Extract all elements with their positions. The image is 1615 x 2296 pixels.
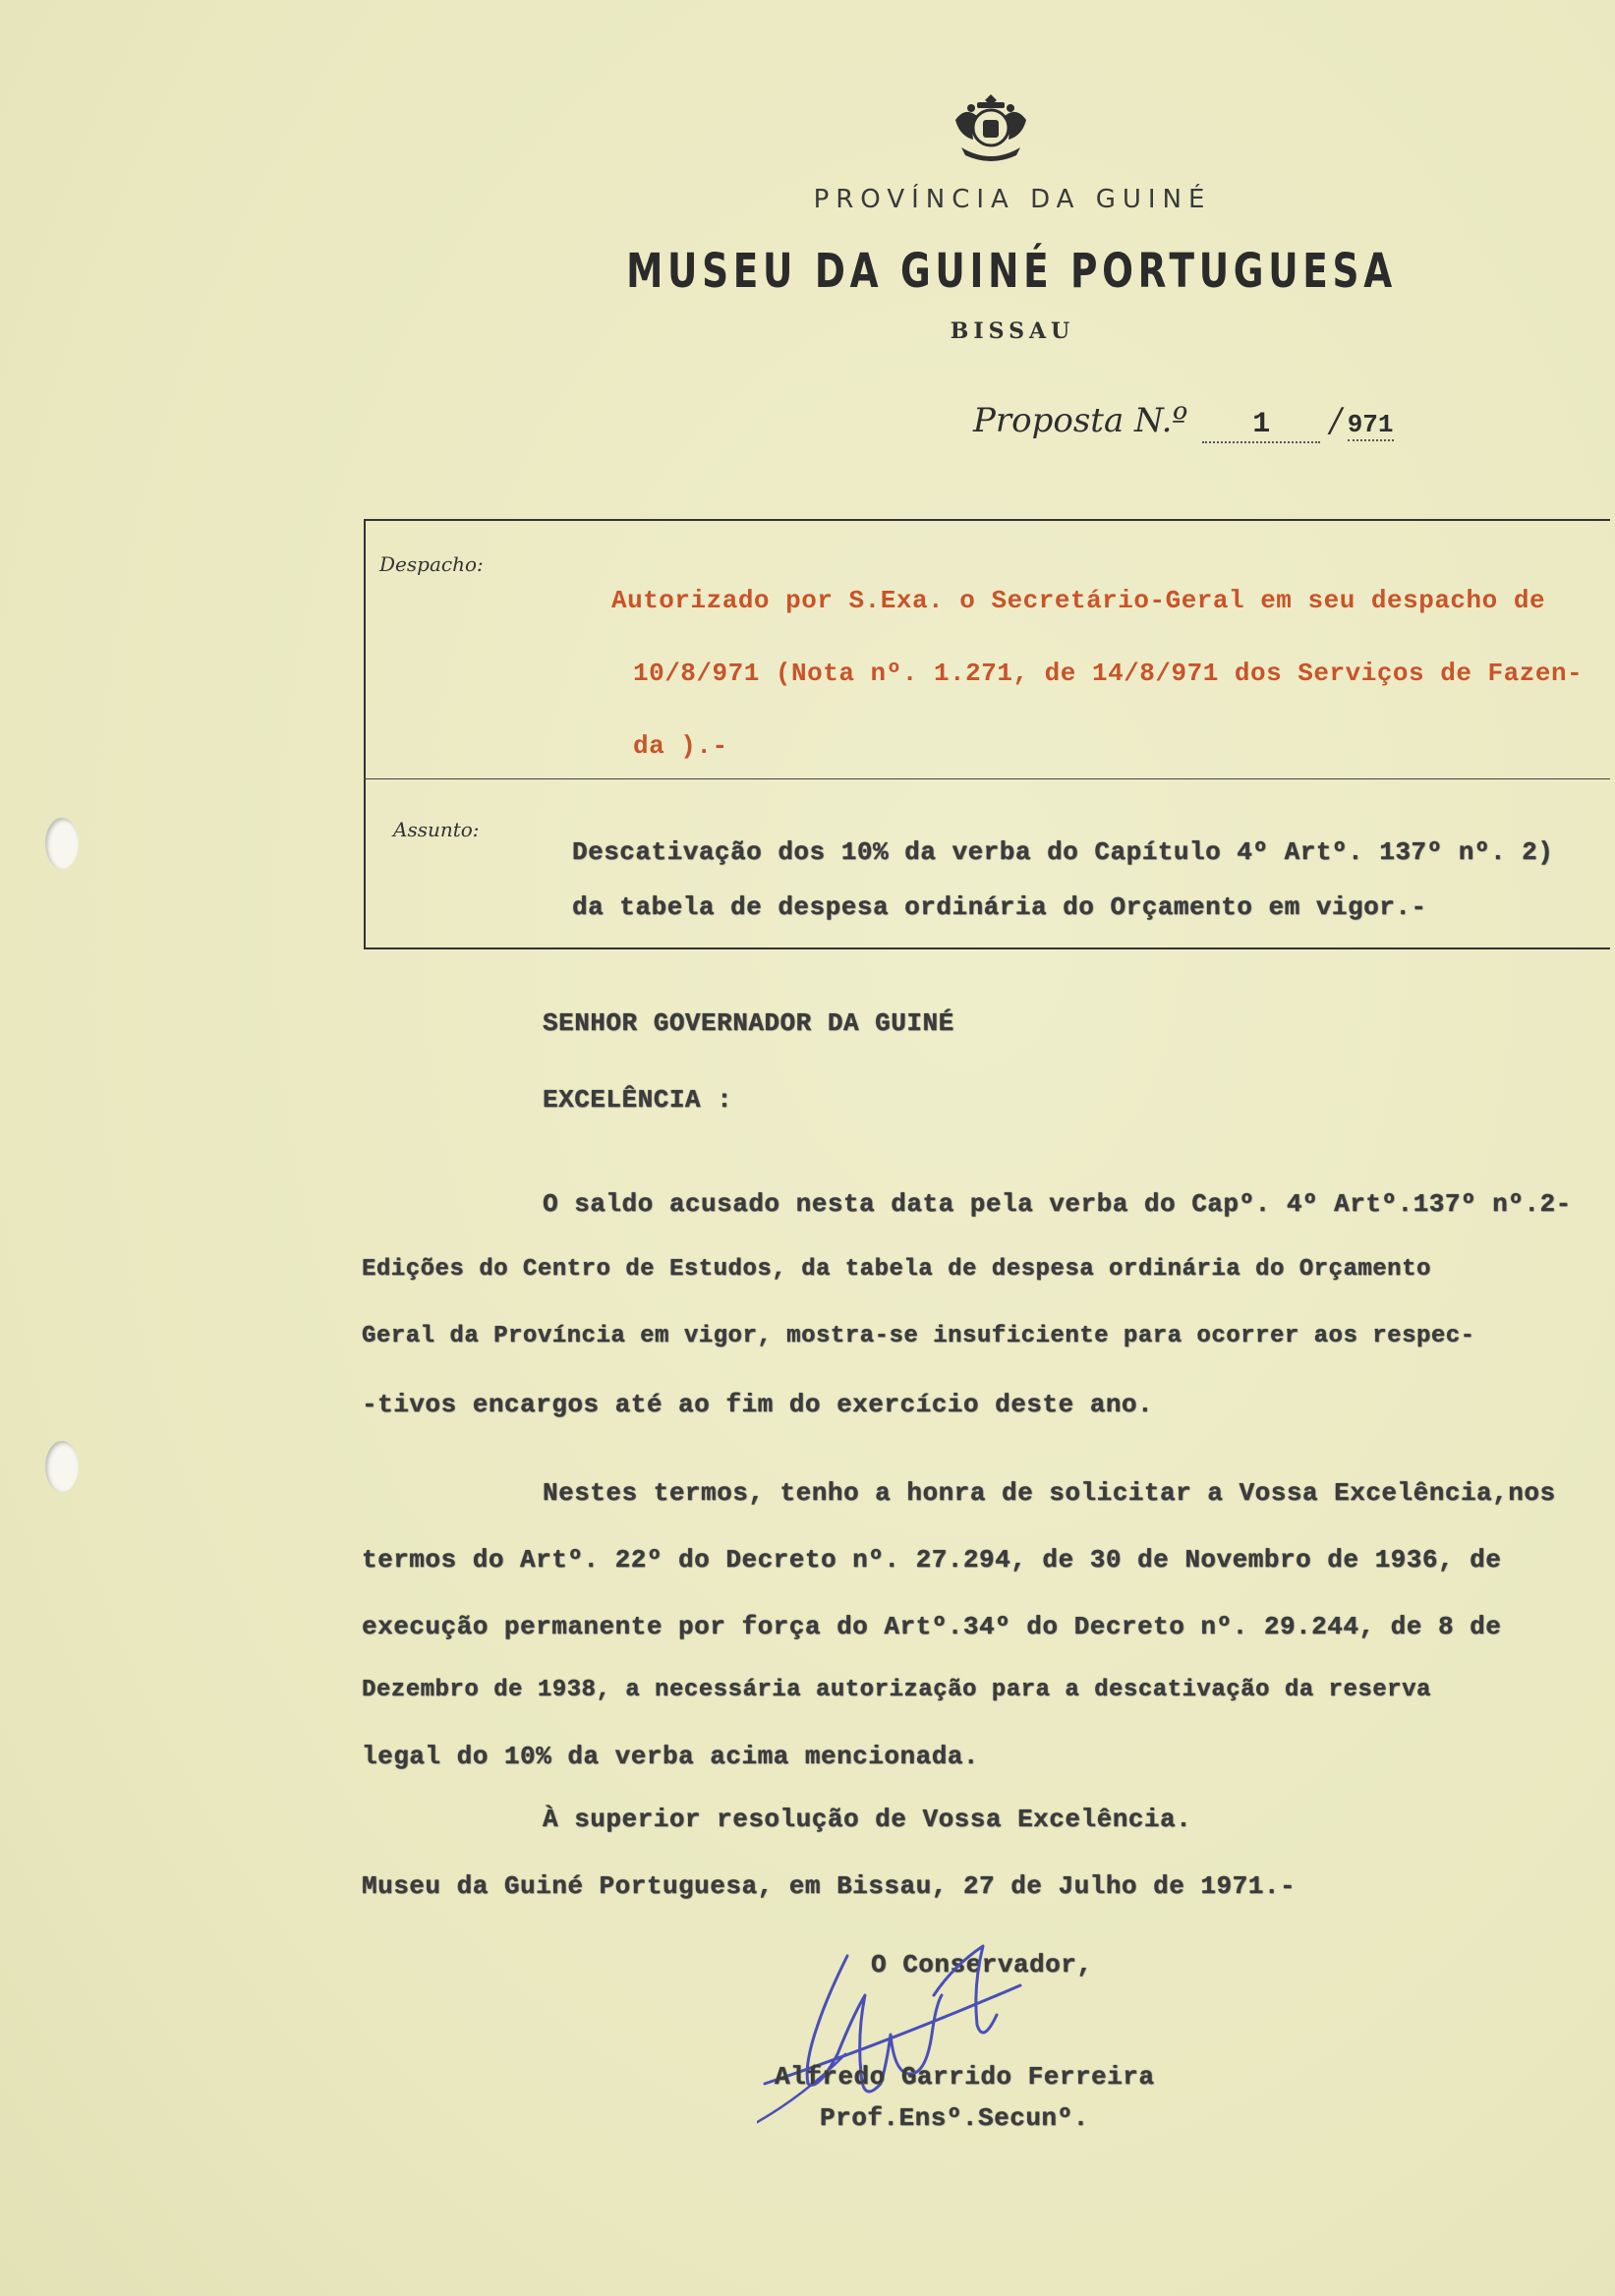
paragraph1-line-1: O saldo acusado nesta data pela verba do Capº. 4º Artº.137º nº.2-	[543, 1189, 1572, 1219]
paragraph2-line-4: Dezembro de 1938, a necessária autorização para a descativação da reserva	[362, 1677, 1431, 1703]
addressee: SENHOR GOVERNADOR DA GUINÉ	[543, 1008, 954, 1038]
coat-of-arms-icon	[942, 90, 1040, 169]
dispatch-subject-box	[364, 519, 1610, 949]
box-divider	[364, 778, 1610, 779]
salutation: EXCELÊNCIA :	[543, 1085, 733, 1115]
paragraph2-line-1: Nestes termos, tenho a honra de solicitar a Vossa Excelência,nos	[543, 1478, 1556, 1508]
dispatch-line-3: da ).-	[633, 731, 728, 761]
paragraph2-line-5: legal do 10% da verba acima mencionada.	[362, 1742, 979, 1771]
museum-name: MUSEU DA GUINÉ PORTUGUESA	[626, 244, 1397, 299]
subject-line-2: da tabela de despesa ordinária do Orçamento em vigor.-	[572, 892, 1427, 922]
punch-hole-top	[45, 818, 79, 869]
proposal-year: 971	[1347, 410, 1394, 439]
proposal-number: Proposta N.º 1 / 971	[973, 401, 1394, 441]
subject-label: Assunto:	[393, 818, 480, 841]
punch-hole-bottom	[45, 1441, 79, 1492]
proposal-number-label: N.º	[1134, 401, 1188, 440]
subject-line-1: Descativação dos 10% da verba do Capítulo 4º Artº. 137º nº. 2)	[572, 837, 1554, 867]
city-name: BISSAU	[950, 318, 1075, 344]
proposal-label: Proposta	[973, 401, 1125, 440]
dispatch-line-1: Autorizado por S.Exa. o Secretário-Geral em seu despacho de	[611, 586, 1546, 615]
place-date: Museu da Guiné Portuguesa, em Bissau, 27 de Julho de 1971.-	[362, 1871, 1297, 1901]
dispatch-line-2: 10/8/971 (Nota nº. 1.271, de 14/8/971 dos Serviços de Fazen-	[633, 659, 1584, 688]
paragraph2-line-2: termos do Artº. 22º do Decreto nº. 27.294, de 30 de Novembro de 1936, de	[362, 1545, 1502, 1575]
closing-line: À superior resolução de Vossa Excelência.	[543, 1805, 1192, 1834]
province-name: PROVÍNCIA DA GUINÉ	[813, 185, 1212, 214]
paragraph1-line-4: -tivos encargos até ao fim do exercício deste ano.	[362, 1390, 1154, 1419]
dispatch-label: Despacho:	[379, 552, 484, 576]
paragraph1-line-3: Geral da Província em vigor, mostra-se insuficiente para ocorrer aos respec-	[362, 1323, 1475, 1349]
paragraph2-line-3: execução permanente por força do Artº.34º do Decreto nº. 29.244, de 8 de	[362, 1612, 1502, 1641]
proposal-number-value: 1	[1252, 408, 1271, 441]
signer-position: Prof.Ensº.Secunº.	[820, 2103, 1089, 2133]
paragraph1-line-2: Edições do Centro de Estudos, da tabela de despesa ordinária do Orçamento	[362, 1256, 1431, 1283]
signer-title: O Conservador,	[871, 1950, 1093, 1980]
signer-name: Alfredo Garrido Ferreira	[775, 2062, 1155, 2092]
